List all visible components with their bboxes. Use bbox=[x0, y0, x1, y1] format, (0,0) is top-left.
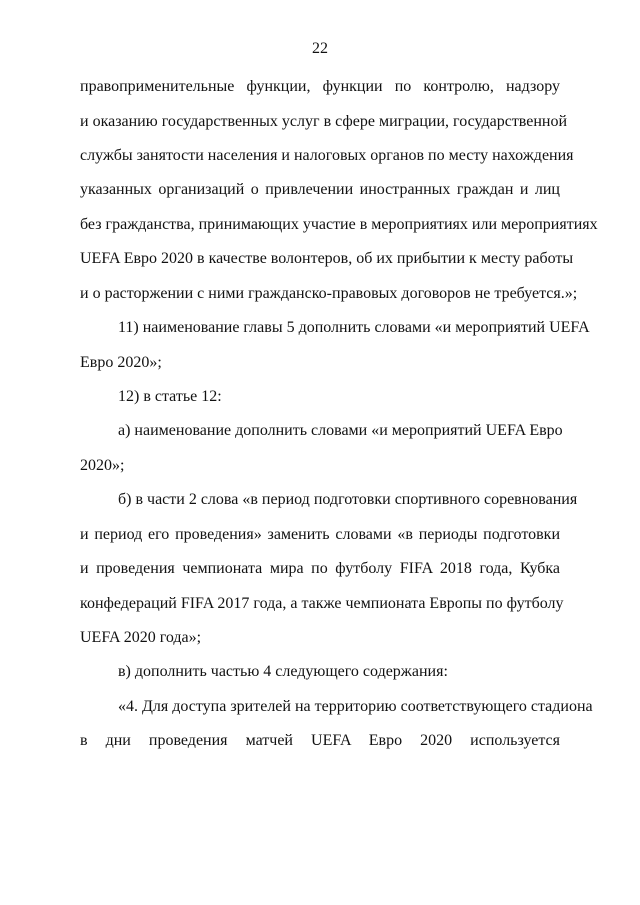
text-line: Евро 2020»; bbox=[80, 354, 162, 371]
text-line: службы занятости населения и налоговых органов по месту нахождения bbox=[80, 147, 574, 164]
text-line: и о расторжении с ними гражданско-правовых договоров не требуется.»; bbox=[80, 285, 578, 302]
text-line: 11) наименование главы 5 дополнить словами «и мероприятий UEFA bbox=[118, 319, 590, 336]
text-line: без гражданства, принимающих участие в мероприятиях или мероприятиях bbox=[80, 216, 598, 233]
text-line: «4. Для доступа зрителей на территорию соответствующего стадиона bbox=[118, 698, 593, 715]
text-line: б) в части 2 слова «в период подготовки спортивного соревнования bbox=[118, 491, 578, 508]
text-line: правоприменительные функции, функции по контролю, надзору bbox=[80, 78, 560, 95]
text-line: а) наименование дополнить словами «и мероприятий UEFA Евро bbox=[118, 422, 563, 439]
page-number: 22 bbox=[312, 40, 328, 57]
text-line: UEFA Евро 2020 в качестве волонтеров, об их прибытии к месту работы bbox=[80, 250, 574, 267]
text-line: UEFA 2020 года»; bbox=[80, 629, 202, 646]
text-line: 2020»; bbox=[80, 457, 125, 474]
text-line: конфедераций FIFA 2017 года, а также чемпионата Европы по футболу bbox=[80, 595, 564, 612]
text-line: указанных организаций о привлечении иностранных граждан и лиц bbox=[80, 181, 560, 198]
text-line: в) дополнить частью 4 следующего содержания: bbox=[118, 663, 448, 680]
text-line: и оказанию государственных услуг в сфере миграции, государственной bbox=[80, 113, 568, 130]
text-line: в дни проведения матчей UEFA Евро 2020 используется bbox=[80, 732, 560, 749]
text-line: 12) в статье 12: bbox=[118, 388, 222, 405]
text-line: и проведения чемпионата мира по футболу FIFA 2018 года, Кубка bbox=[80, 560, 560, 577]
text-line: и период его проведения» заменить словами «в периоды подготовки bbox=[80, 526, 560, 543]
